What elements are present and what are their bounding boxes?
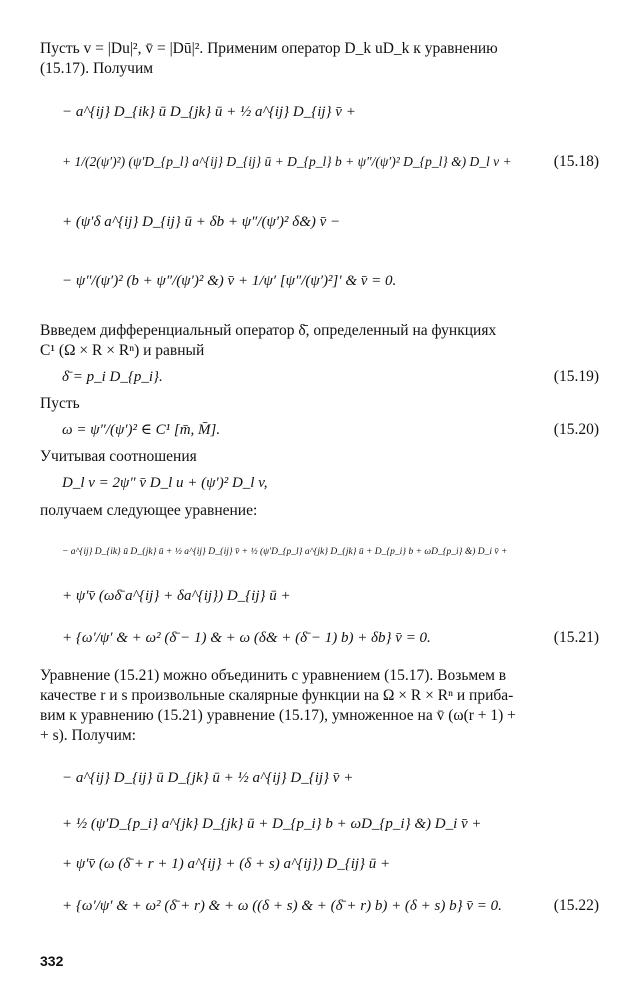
equation-15-22-line2: + ½ (ψ′D_{p_i} a^{jk} D_{jk} ū + D_{p_i} b + ωD_{p_i} &) D_i v̄ + (62, 816, 482, 832)
equation-number-15-21: (15.21) (553, 629, 599, 646)
equation-relation: D_l v = 2ψ″ v̄ D_l u + (ψ′)² D_l v, (62, 475, 268, 491)
equation-15-19: δ̄ = p_i D_{p_i}. (62, 369, 163, 385)
equation-15-18-line2: + 1/(2(ψ′)²) (ψ′D_{p_l} a^{ij} D_{ij} ū + D_{p_l} b + ψ″/(ψ′)² D_{p_l} &) D_l v + (62, 154, 512, 169)
equation-15-21-line3: + {ω′/ψ′ & + ω² (δ̄ − 1) & + ω (δ& + (δ̄ − 1) b) + δb} v̄ = 0. (62, 630, 431, 646)
equation-number-15-22: (15.22) (553, 897, 599, 914)
page-number: 332 (40, 953, 64, 969)
paragraph-combine-line3: вим к уравнению (15.21) уравнение (15.17), умноженное на v̄ (ω(r + 1) + (40, 707, 516, 724)
equation-15-21-line1: − a^{ij} D_{ik} ū D_{jk} ū + ½ a^{ij} D_{ij} v̄ + ½ (ψ′D_{p_l} a^{jk} D_{jk} ū + D_{p_i} b + ωD_{p_i} &) D_i v̄ + (62, 547, 508, 557)
equation-15-18-line1: − a^{ij} D_{ik} ū D_{jk} ū + ½ a^{ij} D_{ij} v̄ + (62, 104, 356, 120)
equation-15-22-line3: + ψ′v̄ (ω (δ̄ + r + 1) a^{ij} + (δ + s) a^{ij}) D_{ij} ū + (62, 856, 391, 872)
paragraph-combine-line4: + s). Получим: (40, 727, 136, 744)
paragraph-combine-line1: Уравнение (15.21) можно объединить с уравнением (15.17). Возьмем в (40, 667, 507, 684)
equation-15-22-line1: − a^{ij} D_{ij} ū D_{jk} ū + ½ a^{ij} D_{ij} v̄ + (62, 770, 354, 786)
paragraph-intro-line2: (15.17). Получим (40, 60, 154, 77)
equation-15-18-line3: + (ψ′δ a^{ij} D_{ij} ū + δb + ψ″/(ψ′)² δ&) v̄ − (62, 214, 341, 230)
equation-number-15-19: (15.19) (553, 368, 599, 385)
paragraph-combine-line2: качестве r и s произвольные скалярные функции на Ω × R × Rⁿ и приба- (40, 687, 514, 704)
paragraph-intro-line1: Пусть v = |Du|², v̄ = |Dū|². Применим оператор D_k uD_k к уравнению (40, 40, 498, 57)
equation-15-20: ω = ψ″/(ψ′)² ∈ C¹ [m̄, M̄]. (62, 422, 221, 438)
equation-number-15-20: (15.20) (553, 421, 599, 438)
equation-15-21-line2: + ψ′v̄ (ωδ̄ a^{ij} + δa^{ij}) D_{ij} ū + (62, 588, 291, 604)
equation-number-15-18: (15.18) (553, 153, 599, 170)
paragraph-relations: Учитывая соотношения (40, 448, 197, 465)
paragraph-operator-line2: C¹ (Ω × R × Rⁿ) и равный (40, 342, 205, 359)
equation-15-22-line4: + {ω′/ψ′ & + ω² (δ̄ + r) & + ω ((δ + s) & + (δ̄ + r) b) + (δ + s) b} v̄ = 0. (62, 898, 502, 914)
equation-15-18-line4: − ψ″/(ψ′)² (b + ψ″/(ψ′)² &) v̄ + 1/ψ′ [ψ″/(ψ′)²]′ & v̄ = 0. (62, 273, 397, 289)
paragraph-operator-line1: Ввведем дифференциальный оператор δ̄, определенный на функциях (40, 322, 497, 339)
paragraph-result: получаем следующее уравнение: (40, 502, 258, 519)
paragraph-let: Пусть (40, 395, 80, 412)
